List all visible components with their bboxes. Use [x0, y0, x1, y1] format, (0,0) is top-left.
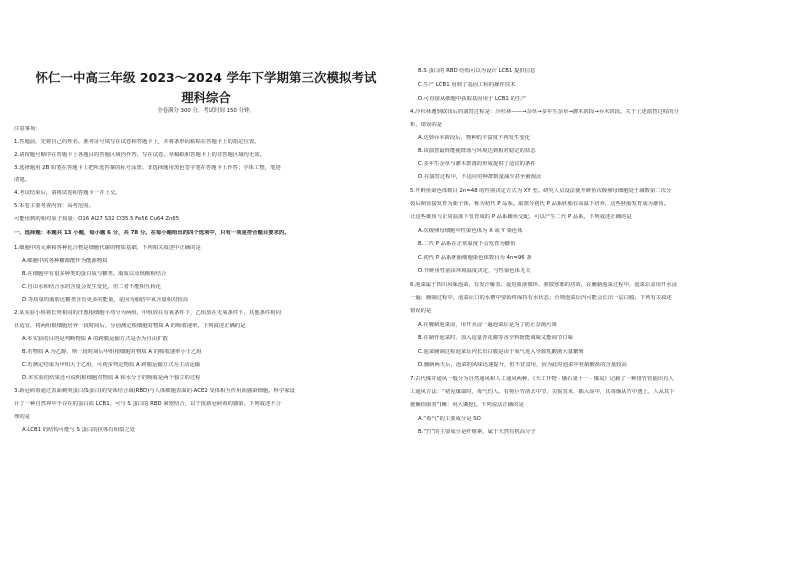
text-line: B.若物质 A 为乙醇，则一段时间后甲组根细胞对物质 A 的吸收速率小于乙组 — [22, 349, 202, 355]
text-line: 可能用到的相对原子质量：O16 Al27 S32 Cl35.5 Fe56 Cu64 Zn65 — [14, 216, 180, 222]
page-title: 怀仁一中高三年级 2023～2024 学年下学期第三次模拟考试 — [35, 70, 377, 85]
text-line: B.在细胞中有很多种类的蛋白质与糖类、脂质以及核酸相结合 — [22, 271, 167, 277]
text-line: 一、选择题：本题共 13 小题，每小题 6 分，共 78 分。在每小题给出的四个选项中，只有一项是符合题目要求的。 — [14, 230, 290, 236]
text-line: D.在演替过程中，不适应的种群数量减少甚至被淘汰 — [418, 174, 542, 180]
text-line: 2.请按题号顺序在答题卡上各题目的答题区域内作答，写在试卷、草稿纸和答题卡上的非答题区域均无效。 — [14, 152, 265, 158]
text-line: 裂后期直接发育为新个体，称为初代 P 品系。取部分初代 P 品系胚胎在高温下培养，这些胚胎发育成为雄鱼。 — [410, 201, 670, 207]
text-line: C.自由水和结合水的含量会发生变化，但二者不能相互转化 — [22, 284, 162, 290]
text-line: D.等质量的脂肪比糖类含有更多的能量，是因为脂肪中氧含量相对较高 — [22, 297, 189, 303]
text-line: A.细胞中的各种糖都能作为能源物质 — [22, 258, 108, 264]
text-line: C.多年生杂草与灌木群落的形成提供了适宜的条件 — [418, 161, 536, 167]
text-line: 1.答题前，先将自己的姓名、准考证号填写在试卷和答题卡上，并将条形码粘贴在答题卡上的指定位置。 — [14, 139, 260, 145]
text-line: 5.开鲜鱼染色体数目 2n=48 的性别决定方式为 XY 型。研究人员设法使开鲜鱼次级卵母细胞处于减数第二次分 — [410, 188, 672, 194]
text-line: A.次级卵母细胞中性染色体为 X 或 Y 染色体 — [418, 228, 523, 234]
text-line: D.开鲜鱼性别由环境温度决定，与性染色体无关 — [418, 268, 531, 274]
text-line: A.LCB1 的结构可能与 S 蛋白的抗体有相似之处 — [22, 427, 136, 433]
text-line: D.可直接从细胞中获取基因用于 LCB1 的生产 — [418, 96, 527, 102]
text-line: D.本实验的结果还可说明根细胞对物质 A 和水分子的吸收是两个独立的过程 — [22, 375, 201, 381]
text-line: B.该演替最终能使群落与环境达到相对稳定的状态 — [418, 148, 536, 154]
exam-meta: 全卷满分 300 分，考试时间 150 分钟。 — [157, 108, 255, 114]
text-line: A.本实验的目的是判断物质 A 的跨膜运输方式是否为自由扩散 — [22, 336, 168, 342]
text-line: 3.选择题用 2B 铅笔在答题卡上把所选答案的标号涂黑；非选择题用黑色签字笔在答题卡上作答；字体工整，笔迹 — [14, 165, 281, 171]
text-line: 注意事项： — [14, 126, 41, 132]
text-line: 计了一种自然界中不存在的蛋白质 LCB1，可与 S 蛋白的 RBD 紧密结合，以干扰新冠病毒的感染。下列叙述不合 — [14, 401, 281, 407]
text-line: 清楚。 — [14, 177, 31, 183]
text-line: 4.冷杉林遭到砍伐后的演替过程是：冷杉林——→杂草→多年生杂草→灌木阶段→乔木阶段。关于上述演替过程的分 — [410, 109, 679, 115]
text-line: 让这些雄鱼与正常温度下发育成的 P 品系雌鱼交配，可以产生二代 P 品系。下列叙述正确的是 — [410, 214, 632, 220]
text-line: 析，错误的是 — [410, 122, 443, 128]
text-line: 错误的是 — [410, 308, 432, 314]
text-line: C.初代 P 品系胚胎细胞染色体数目为 4n=96 条 — [418, 255, 532, 261]
text-line: C.若测定结果为甲组大于乙组，可初步判定物质 A 跨膜运输方式为主动运输 — [22, 362, 201, 368]
text-line: 一遍；腌制过程中，泡菜坛口的水槽中要始终保持有水状态；否则泡菜坛内可能会长出一层白膜。下列有关叙述 — [410, 295, 672, 301]
text-line: 5.本卷主要考查内容：高考范围。 — [14, 203, 94, 209]
text-line: 2.某实验小组将长势相同的洋葱根细胞平均分为两组，甲组放在有氧条件下，乙组放在无氧条件下，其他条件相同 — [14, 310, 281, 316]
text-line: A.在腌制泡菜前，用开水浸一遍泡菜坛是为了防止杂菌污染 — [418, 322, 557, 328]
text-line: C.生产 LCB1 用到了基因工程的操作技术 — [418, 82, 516, 88]
text-line: 1.细胞中的元素和各种化合物是细胞代谢的物质基础，下列相关叙述中正确的是 — [14, 245, 201, 251]
text-line: 3.新冠病毒通过表面刺突蛋白(S蛋白)的受体结合域(RBD)与人体细胞表面的 ACE2 受体相互作用而感染细胞。科学家设 — [14, 388, 295, 394]
page-subtitle: 理科综合 — [181, 90, 231, 105]
text-line: A.“毒气”的主要成分是 SO — [418, 416, 481, 422]
text-line: B.二代 P 品系在正常温度下会发育为雌鱼 — [418, 241, 516, 247]
text-line: B.“竹”的主要成分是纤维素，属于天然有机高分子 — [418, 429, 536, 435]
text-line: 工通风方法：“初见煤端时，毒气灼人。有将巨竹凿去中节，尖锐其末，插入炭中，其毒烟从竹中透上，人从其下 — [410, 389, 675, 395]
text-line: B.S 蛋白的 RBD 结构可以为设计 LCB1 提供信息 — [418, 68, 536, 74]
text-line: B.在制作泡菜时，加入适量青花椒等香辛料既能调味又能调节口味 — [418, 335, 573, 341]
text-line: D.腌制两天后，泡菜的风味迅速提升，但不宜食用，因为此时泡菜中亚硝酸盐的含量较高 — [418, 362, 627, 368]
text-line: 6.泡菜属于四川风味泡菜，有发汗解表、促进血液循环、驱散寒邪的功效。在腌制泡菜过程中，泡菜坛盖用开水浸 — [410, 282, 677, 288]
text-line: A.达到乔木阶段后，物种的丰富度不再发生变化 — [418, 135, 531, 141]
text-line: C.泡菜腌制过程泡菜坛内长出白膜是由于氧气进入导致乳酸菌大量繁殖 — [418, 349, 584, 355]
text-line: 4.考试结束后，请将试卷和答题卡一并上交。 — [14, 190, 121, 196]
text-line: 施镢拾取者”(镢：用大锄挖)。下列说法正确的是 — [410, 402, 524, 408]
text-line: 7.古代煤井通风一般分为自然通风和人工通风两种。《天工开物 · 燔石第十一 · 煤炭》记载了一种排竹管抽出有人 — [410, 376, 674, 382]
text-line: 且适宜，将两组根细胞培养一段时间后，分别测定根细胞对物质 A 的吸收速率。下列叙述正确的是 — [14, 323, 246, 329]
text-line: 理的是 — [14, 414, 31, 420]
